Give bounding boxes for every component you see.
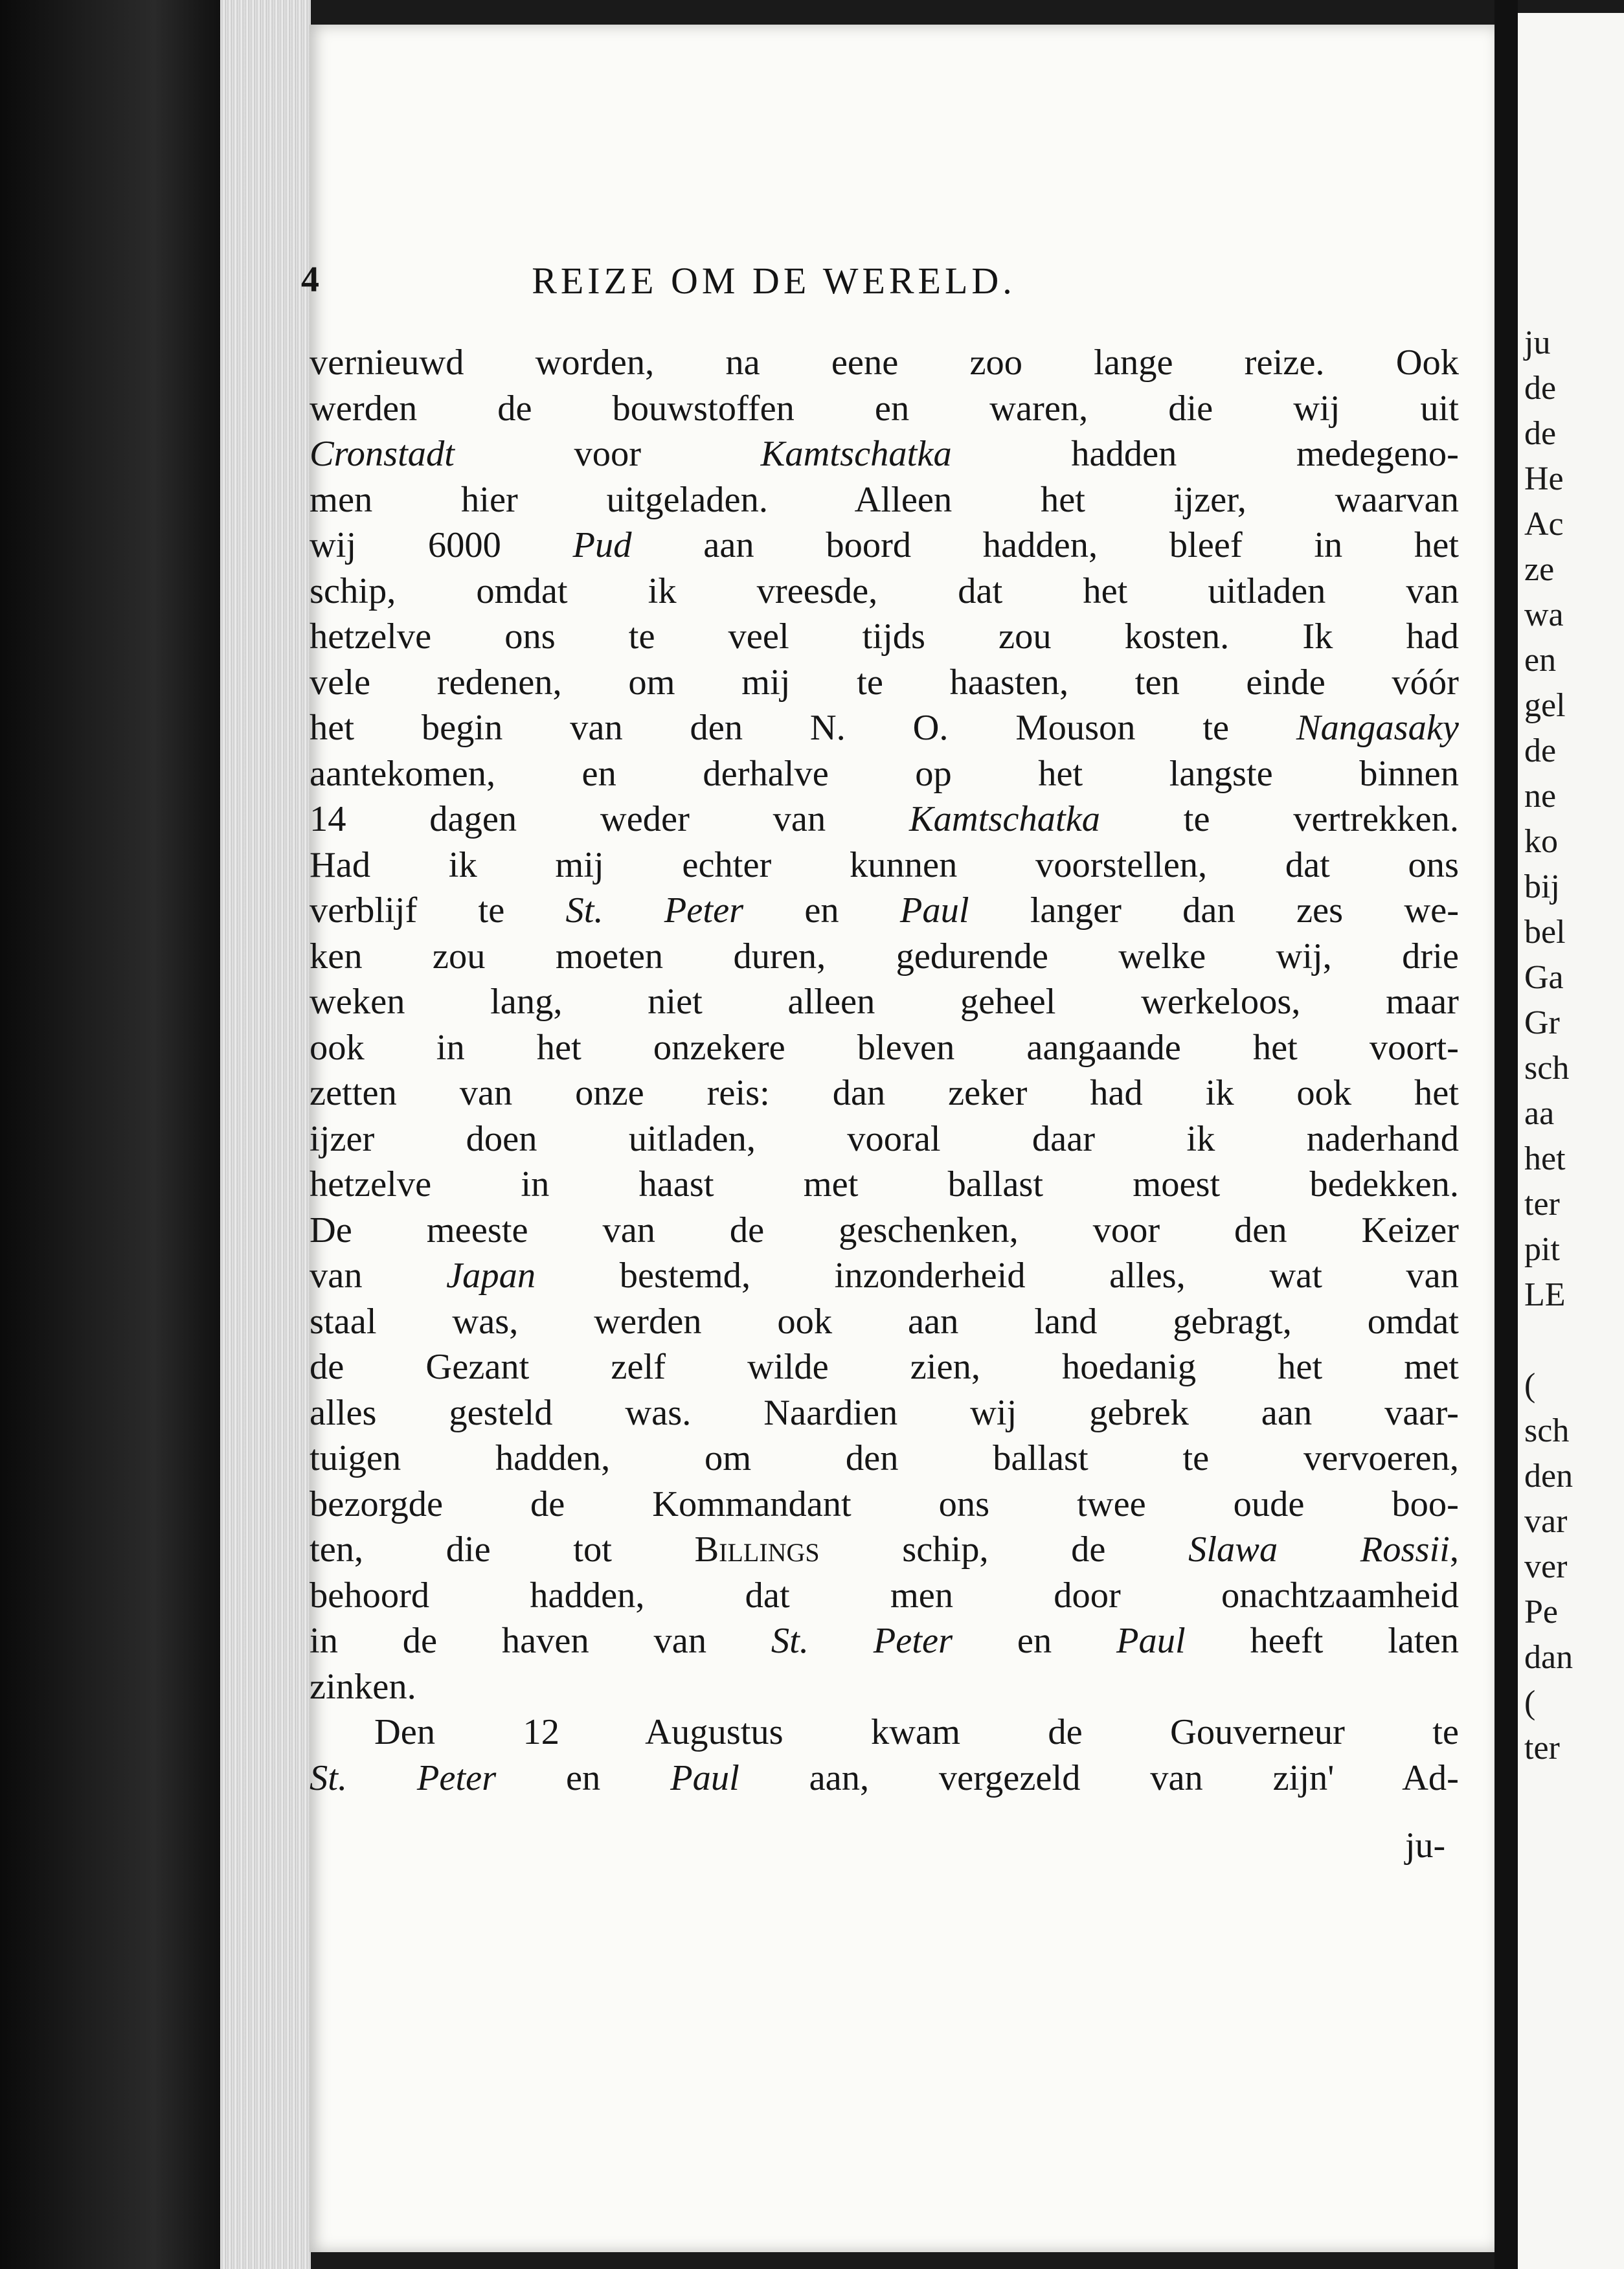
text-run: vernieuwd worden, na eene zoo lange reize. Ook xyxy=(310,343,1459,383)
text-line xyxy=(310,796,1459,842)
text-run: bezorgde de Kommandant ons twee oude boo- xyxy=(310,1484,1459,1524)
text-run: de Gezant zelf wilde zien, hoedanig het met xyxy=(310,1347,1459,1387)
page-gutter xyxy=(1494,0,1518,2269)
body-text xyxy=(310,340,1459,1801)
text-run: Kamtschatka xyxy=(760,434,952,474)
text-run: van xyxy=(310,1256,447,1296)
facing-page-fragment: pit xyxy=(1524,1231,1560,1268)
text-run: Kamtschatka xyxy=(909,799,1101,839)
text-line xyxy=(310,1208,1459,1254)
text-line xyxy=(310,340,1459,386)
text-line xyxy=(310,842,1459,888)
text-line xyxy=(310,477,1459,523)
text-run: het begin van den N. O. Mouson te xyxy=(310,708,1296,748)
text-line xyxy=(310,888,1459,934)
facing-page-fragment: en xyxy=(1524,642,1557,679)
text-line xyxy=(310,979,1459,1025)
text-run: Billings xyxy=(694,1530,820,1570)
running-title: REIZE OM DE WERELD. xyxy=(532,260,1016,302)
text-run: Slawa Rossii xyxy=(1188,1530,1450,1570)
text-line xyxy=(310,705,1459,751)
facing-page-fragment: sch xyxy=(1524,1412,1570,1449)
text-run: weken lang, niet alleen geheel werkeloos, maar xyxy=(310,982,1459,1022)
text-line xyxy=(310,1482,1459,1528)
text-line xyxy=(310,660,1459,706)
facing-page-fragment: wa xyxy=(1524,596,1564,633)
text-line xyxy=(310,1299,1459,1345)
facing-page-fragment: bel xyxy=(1524,914,1566,951)
text-line xyxy=(310,1070,1459,1116)
text-run: 14 dagen weder van xyxy=(310,799,909,839)
text-run: hadden medegeno- xyxy=(951,434,1459,474)
text-line xyxy=(310,614,1459,660)
text-run: wij 6000 xyxy=(310,525,573,565)
facing-page-fragment: ter xyxy=(1524,1730,1560,1767)
facing-page-fragment: sch xyxy=(1524,1050,1570,1087)
facing-page-fragment: ne xyxy=(1524,778,1557,815)
facing-page-fragment: He xyxy=(1524,460,1564,497)
text-run: Paul xyxy=(670,1757,739,1798)
facing-page-fragment: dan xyxy=(1524,1639,1573,1676)
text-run: ten, die tot xyxy=(310,1530,695,1570)
text-line xyxy=(310,1162,1459,1208)
text-line xyxy=(310,1436,1459,1482)
facing-page-fragment: den xyxy=(1524,1458,1573,1495)
text-run: zetten van onze reis: dan zeker had ik ook het xyxy=(310,1073,1459,1113)
text-run: heeft laten xyxy=(1185,1621,1459,1661)
text-line xyxy=(310,523,1459,569)
text-run: langer dan zes we- xyxy=(969,890,1460,931)
text-run: hetzelve ons te veel tijds zou kosten. Ik had xyxy=(310,616,1459,657)
facing-page-fragment: ( xyxy=(1524,1684,1536,1721)
text-line xyxy=(310,1573,1459,1619)
facing-page-fragment: Pe xyxy=(1524,1594,1558,1631)
text-run: en xyxy=(953,1621,1116,1661)
facing-page-fragment: ter xyxy=(1524,1186,1560,1223)
text-run: in de haven van xyxy=(310,1621,771,1661)
text-line xyxy=(310,1527,1459,1573)
text-run: , xyxy=(1449,1530,1460,1570)
text-run: tuigen hadden, om den ballast te vervoeren, xyxy=(310,1438,1459,1478)
text-run: St. Peter xyxy=(771,1621,953,1661)
text-run: Pud xyxy=(572,525,632,565)
text-run: vele redenen, om mij te haasten, ten einde vóór xyxy=(310,662,1459,703)
text-run: zinken. xyxy=(310,1666,416,1707)
facing-page-fragment: LE xyxy=(1524,1276,1566,1313)
text-line xyxy=(310,751,1459,797)
text-run: werden de bouwstoffen en waren, die wij uit xyxy=(310,388,1459,429)
text-line xyxy=(310,1344,1459,1390)
facing-page-fragment: Ac xyxy=(1524,506,1564,543)
facing-page-fragment: de xyxy=(1524,415,1557,452)
text-run: staal was, werden ook aan land gebragt, omdat xyxy=(310,1301,1459,1342)
text-run: en xyxy=(496,1757,671,1798)
text-run: schip, omdat ik vreesde, dat het uitladen van xyxy=(310,570,1459,611)
text-line xyxy=(310,1253,1459,1299)
text-run: behoord hadden, dat men door onachtzaamheid xyxy=(310,1575,1459,1616)
text-run: ijzer doen uitladen, vooral daar ik naderhand xyxy=(310,1118,1459,1159)
text-run: Had ik mij echter kunnen voorstellen, dat ons xyxy=(310,844,1459,885)
facing-page-fragment: aa xyxy=(1524,1095,1555,1132)
text-run: Paul xyxy=(1116,1621,1186,1661)
book-spine xyxy=(0,0,220,2269)
text-run: Paul xyxy=(899,890,969,931)
facing-page-fragment: Ga xyxy=(1524,959,1564,996)
text-run: voor xyxy=(454,434,761,474)
text-run: St. Peter xyxy=(565,890,744,931)
text-run: te vertrekken. xyxy=(1100,799,1459,839)
text-line xyxy=(310,569,1459,615)
text-run: alles gesteld was. Naardien wij gebrek aan vaar- xyxy=(310,1392,1459,1433)
page-number: 4 xyxy=(301,260,319,300)
text-run: Den 12 Augustus kwam de Gouverneur te xyxy=(374,1712,1459,1752)
facing-page-fragment: Gr xyxy=(1524,1004,1560,1041)
text-run: bestemd, inzonderheid alles, wat van xyxy=(536,1256,1460,1296)
text-line xyxy=(310,1710,1459,1755)
text-run: aantekomen, en derhalve op het langste binnen xyxy=(310,753,1459,794)
text-line xyxy=(310,1755,1459,1801)
text-run: men hier uitgeladen. Alleen het ijzer, waarvan xyxy=(310,479,1459,520)
facing-page-fragment: de xyxy=(1524,370,1557,407)
text-run: en xyxy=(743,890,900,931)
text-line xyxy=(310,386,1459,432)
facing-page-fragment: var xyxy=(1524,1503,1568,1540)
text-run: aan, vergezeld van zijn' Ad- xyxy=(739,1757,1460,1798)
text-run: St. Peter xyxy=(310,1757,497,1798)
text-run: verblijf te xyxy=(310,890,566,931)
text-run: ook in het onzekere bleven aangaande het voort- xyxy=(310,1027,1459,1068)
facing-page-fragment: gel xyxy=(1524,687,1566,724)
facing-page-fragment: bij xyxy=(1524,868,1560,905)
text-run: aan boord hadden, bleef in het xyxy=(631,525,1459,565)
text-line xyxy=(310,1664,1459,1710)
text-run: hetzelve in haast met ballast moest bedekken. xyxy=(310,1164,1459,1204)
text-line xyxy=(310,934,1459,980)
text-run: Cronstadt xyxy=(310,434,455,474)
facing-page-fragment: ze xyxy=(1524,551,1555,588)
catchword: ju- xyxy=(1405,1825,1446,1866)
facing-page-fragment: de xyxy=(1524,732,1557,769)
facing-page-fragment: ( xyxy=(1524,1367,1536,1404)
facing-page xyxy=(1518,13,1624,2269)
text-run: schip, de xyxy=(819,1530,1189,1570)
facing-page-fragment: het xyxy=(1524,1140,1566,1177)
facing-page-fragment: ver xyxy=(1524,1548,1568,1585)
text-run: ken zou moeten duren, gedurende welke wij, drie xyxy=(310,936,1459,976)
text-line xyxy=(310,1390,1459,1436)
text-line xyxy=(310,1618,1459,1664)
text-line xyxy=(310,1116,1459,1162)
text-run: Nangasaky xyxy=(1296,708,1459,748)
facing-page-fragment: ko xyxy=(1524,823,1558,860)
text-line xyxy=(310,431,1459,477)
text-line xyxy=(310,1025,1459,1071)
facing-page-fragment: ju xyxy=(1524,324,1551,361)
text-run: De meeste van de geschenken, voor den Keizer xyxy=(310,1210,1459,1250)
text-run: Japan xyxy=(446,1256,536,1296)
running-head xyxy=(301,259,1208,317)
page-edges xyxy=(220,0,311,2269)
